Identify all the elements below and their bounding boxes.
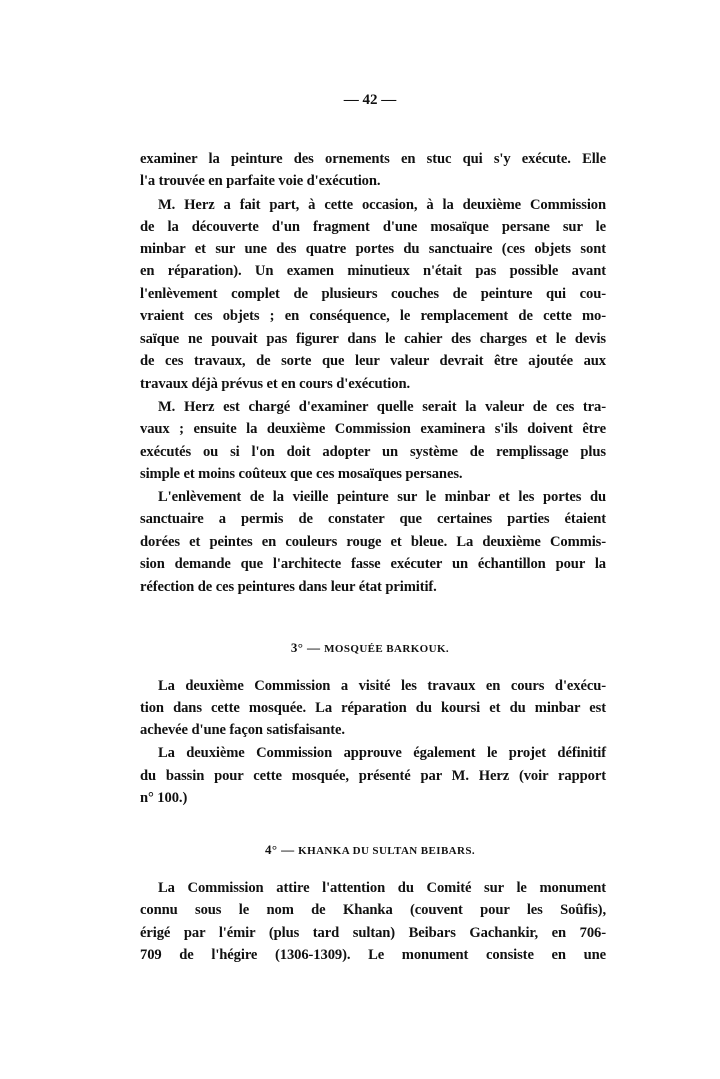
paragraph-line: sanctuaire a permis de constater que certaines parties étaient [140,511,606,527]
section-heading [0,640,720,656]
paragraph-line: minbar et sur une des quatre portes du sanctuaire (ces objets sont [140,241,606,257]
paragraph-line: connu sous le nom de Khanka (couvent pour les Soûfis), [140,902,606,918]
paragraph-line: érigé par l'émir (plus tard sultan) Beibars Gachankir, en 706- [140,925,606,941]
paragraph-line: achevée d'une façon satisfaisante. [140,722,345,738]
paragraph-line: La deuxième Commission approuve également le projet définitif [158,745,606,761]
paragraph-line: en réparation). Un examen minutieux n'était pas possible avant [140,263,606,279]
section-number: 3° — [290,640,325,655]
paragraph-line: dorées et peintes en couleurs rouge et bleue. La deuxième Commis- [140,534,606,550]
paragraph-line: du bassin pour cette mosquée, présenté par M. Herz (voir rapport [140,768,606,784]
paragraph-line: vaux ; ensuite la deuxième Commission examinera s'ils doivent être [140,421,606,437]
paragraph-line: L'enlèvement de la vieille peinture sur le minbar et les portes du [158,489,606,505]
paragraph-line: l'a trouvée en parfaite voie d'exécution. [140,173,381,189]
paragraph-line: travaux déjà prévus et en cours d'exécution. [140,376,411,392]
paragraph-line: n° 100.) [140,790,188,806]
paragraph-line: de ces travaux, de sorte que leur valeur devrait être ajoutée aux [140,353,606,369]
page-number: — 42 — [343,92,397,108]
paragraph-line: vraient ces objets ; en conséquence, le remplacement de cette mo- [140,308,606,324]
paragraph-line: La deuxième Commission a visité les travaux en cours d'exécu- [158,678,606,694]
paragraph-line: examiner la peinture des ornements en stuc qui s'y exécute. Elle [140,151,606,167]
paragraph-line: de la découverte d'un fragment d'une mosaïque persane sur le [140,219,606,235]
paragraph-line: exécutés ou si l'on doit adopter un système de remplissage plus [140,444,606,460]
paragraph-line: M. Herz a fait part, à cette occasion, à la deuxième Commission [158,197,606,213]
paragraph-line: réfection de ces peintures dans leur état primitif. [140,579,437,595]
section-heading [0,842,720,858]
paragraph-line: M. Herz est chargé d'examiner quelle serait la valeur de ces tra- [158,399,606,415]
section-title: KHANKA DU SULTAN BEIBARS. [298,845,476,857]
paragraph-line: sion demande que l'architecte fasse exécuter un échantillon pour la [140,556,606,572]
paragraph-line: tion dans cette mosquée. La réparation du koursi et du minbar est [140,700,606,716]
section-title: MOSQUÉE BARKOUK. [324,643,450,655]
paragraph-line: saïque ne pouvait pas figurer dans le cahier des charges et le devis [140,331,606,347]
paragraph-line: 709 de l'hégire (1306-1309). Le monument consiste en une [140,947,606,963]
section-number: 4° — [264,842,299,857]
paragraph-line: l'enlèvement complet de plusieurs couches de peinture qui cou- [140,286,606,302]
paragraph-line: La Commission attire l'attention du Comité sur le monument [158,880,606,896]
paragraph-line: simple et moins coûteux que ces mosaïques persanes. [140,466,463,482]
